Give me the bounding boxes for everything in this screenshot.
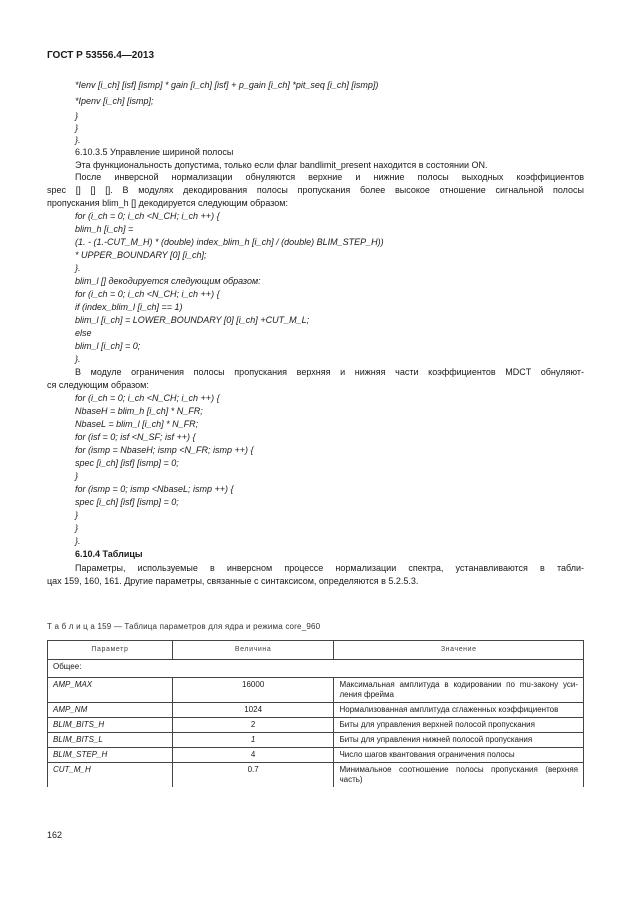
code-line: blim_h [i_ch] = bbox=[75, 224, 134, 234]
parameter-value: 0.7 bbox=[172, 763, 334, 788]
parameter-value: 4 bbox=[172, 748, 334, 763]
body-text: В модуле ограничения полосы пропускания верхняя и нижняя части коэффициентов MDCT обнуляют- bbox=[75, 367, 584, 377]
parameter-value: 16000 bbox=[172, 678, 334, 703]
table-row bbox=[48, 733, 584, 748]
document-header: ГОСТ Р 53556.4—2013 bbox=[47, 50, 155, 61]
code-line: }. bbox=[75, 536, 81, 546]
body-text: Эта функциональность допустима, только если флаг bandlimit_present находится в состоянии ON. bbox=[75, 160, 488, 170]
body-text: ся следующим образом: bbox=[47, 380, 149, 390]
parameter-value: 1024 bbox=[172, 703, 334, 718]
column-header-value: Величина bbox=[172, 641, 334, 660]
parameter-description: Биты для управления нижней полосой пропускания bbox=[334, 733, 584, 748]
code-line: } bbox=[75, 523, 79, 533]
parameter-name: BLIM_STEP_H bbox=[48, 748, 173, 763]
table-section-label: Общее: bbox=[48, 660, 584, 678]
table-row bbox=[48, 703, 584, 718]
parameter-name: BLIM_BITS_H bbox=[48, 718, 173, 733]
section-heading-6-10-3-5: 6.10.3.5 Управление шириной полосы bbox=[75, 147, 234, 157]
code-line: * UPPER_BOUNDARY [0] [i_ch]; bbox=[75, 250, 207, 260]
body-text: spec [] [] []. В модулях декодирования полосы пропускания более высокое отношение сигнальной полосы bbox=[47, 185, 584, 195]
column-header-meaning: Значение bbox=[334, 641, 584, 660]
code-line: for (ismp = 0; ismp <NbaseL; ismp ++) { bbox=[75, 484, 234, 494]
table-section-row bbox=[48, 660, 584, 678]
parameter-description: Нормализованная амплитуда сглаженных коэффициентов bbox=[334, 703, 584, 718]
code-line: *Ienv [i_ch] [isf] [ismp] * gain [i_ch] [isf] + p_gain [i_ch] *pit_seq [i_ch] [ismp]) bbox=[75, 80, 379, 90]
body-text: blim_l [] декодируется следующим образом: bbox=[75, 276, 261, 286]
table-caption: Т а б л и ц а 159 — Таблица параметров для ядра и режима core_960 bbox=[47, 622, 321, 631]
code-line: for (i_ch = 0; i_ch <N_CH; i_ch ++) { bbox=[75, 393, 220, 403]
code-line: } bbox=[75, 111, 79, 121]
table-row bbox=[48, 718, 584, 733]
column-header-parameter: Параметр bbox=[48, 641, 173, 660]
code-line: spec [i_ch] [isf] [ismp] = 0; bbox=[75, 458, 179, 468]
code-line: blim_l [i_ch] = LOWER_BOUNDARY [0] [i_ch] +CUT_M_L; bbox=[75, 315, 310, 325]
parameter-description: Максимальная амплитуда в кодировании по mu-закону уси-ления фрейма bbox=[334, 678, 584, 703]
parameter-value: 1 bbox=[172, 733, 334, 748]
code-line: }. bbox=[75, 354, 81, 364]
parameter-description: Биты для управления верхней полосой пропускания bbox=[334, 718, 584, 733]
parameter-value: 2 bbox=[172, 718, 334, 733]
code-line: blim_l [i_ch] = 0; bbox=[75, 341, 141, 351]
parameter-name: BLIM_BITS_L bbox=[48, 733, 173, 748]
code-line: NbaseL = blim_l [i_ch] * N_FR; bbox=[75, 419, 199, 429]
body-text: цах 159, 160, 161. Другие параметры, связанные с синтаксисом, определяются в 5.2.5.3. bbox=[47, 576, 419, 586]
code-line: (1. - (1.-CUT_M_H) * (double) index_blim_h [i_ch] / (double) BLIM_STEP_H)) bbox=[75, 237, 384, 247]
body-text: пропускания blim_h [] декодируется следующим образом: bbox=[47, 198, 288, 208]
code-line: for (ismp = NbaseH; ismp <N_FR; ismp ++) { bbox=[75, 445, 254, 455]
table-row bbox=[48, 763, 584, 788]
code-line: for (i_ch = 0; i_ch <N_CH; i_ch ++) { bbox=[75, 289, 220, 299]
code-line: NbaseH = blim_h [i_ch] * N_FR; bbox=[75, 406, 203, 416]
code-line: for (i_ch = 0; i_ch <N_CH; i_ch ++) { bbox=[75, 211, 220, 221]
table-row bbox=[48, 678, 584, 703]
table-row bbox=[48, 748, 584, 763]
parameter-name: AMP_MAX bbox=[48, 678, 173, 703]
code-line: spec [i_ch] [isf] [ismp] = 0; bbox=[75, 497, 179, 507]
code-line: else bbox=[75, 328, 92, 338]
parameter-description: Число шагов квантования ограничения полосы bbox=[334, 748, 584, 763]
code-line: if (index_blim_l [i_ch] == 1) bbox=[75, 302, 183, 312]
page-number: 162 bbox=[47, 830, 63, 840]
parameters-table bbox=[47, 640, 584, 787]
code-line: }. bbox=[75, 135, 81, 145]
body-text: Параметры, используемые в инверсном процессе нормализации спектра, устанавливаются в табли- bbox=[75, 563, 584, 573]
parameter-name: CUT_M_H bbox=[48, 763, 173, 788]
code-line: *Ipenv [i_ch] [ismp]; bbox=[75, 96, 154, 106]
code-line: }. bbox=[75, 263, 81, 273]
parameter-name: AMP_NM bbox=[48, 703, 173, 718]
section-heading-6-10-4: 6.10.4 Таблицы bbox=[75, 549, 143, 559]
table-header-row bbox=[48, 641, 584, 660]
parameter-description: Минимальное соотношение полосы пропускания (верхняя часть) bbox=[334, 763, 584, 788]
code-line: for (isf = 0; isf <N_SF; isf ++) { bbox=[75, 432, 196, 442]
code-line: } bbox=[75, 510, 79, 520]
code-line: } bbox=[75, 123, 79, 133]
code-line: } bbox=[75, 471, 79, 481]
body-text: После инверсной нормализации обнуляются верхние и нижние полосы выходных коэффициентов bbox=[75, 172, 584, 182]
